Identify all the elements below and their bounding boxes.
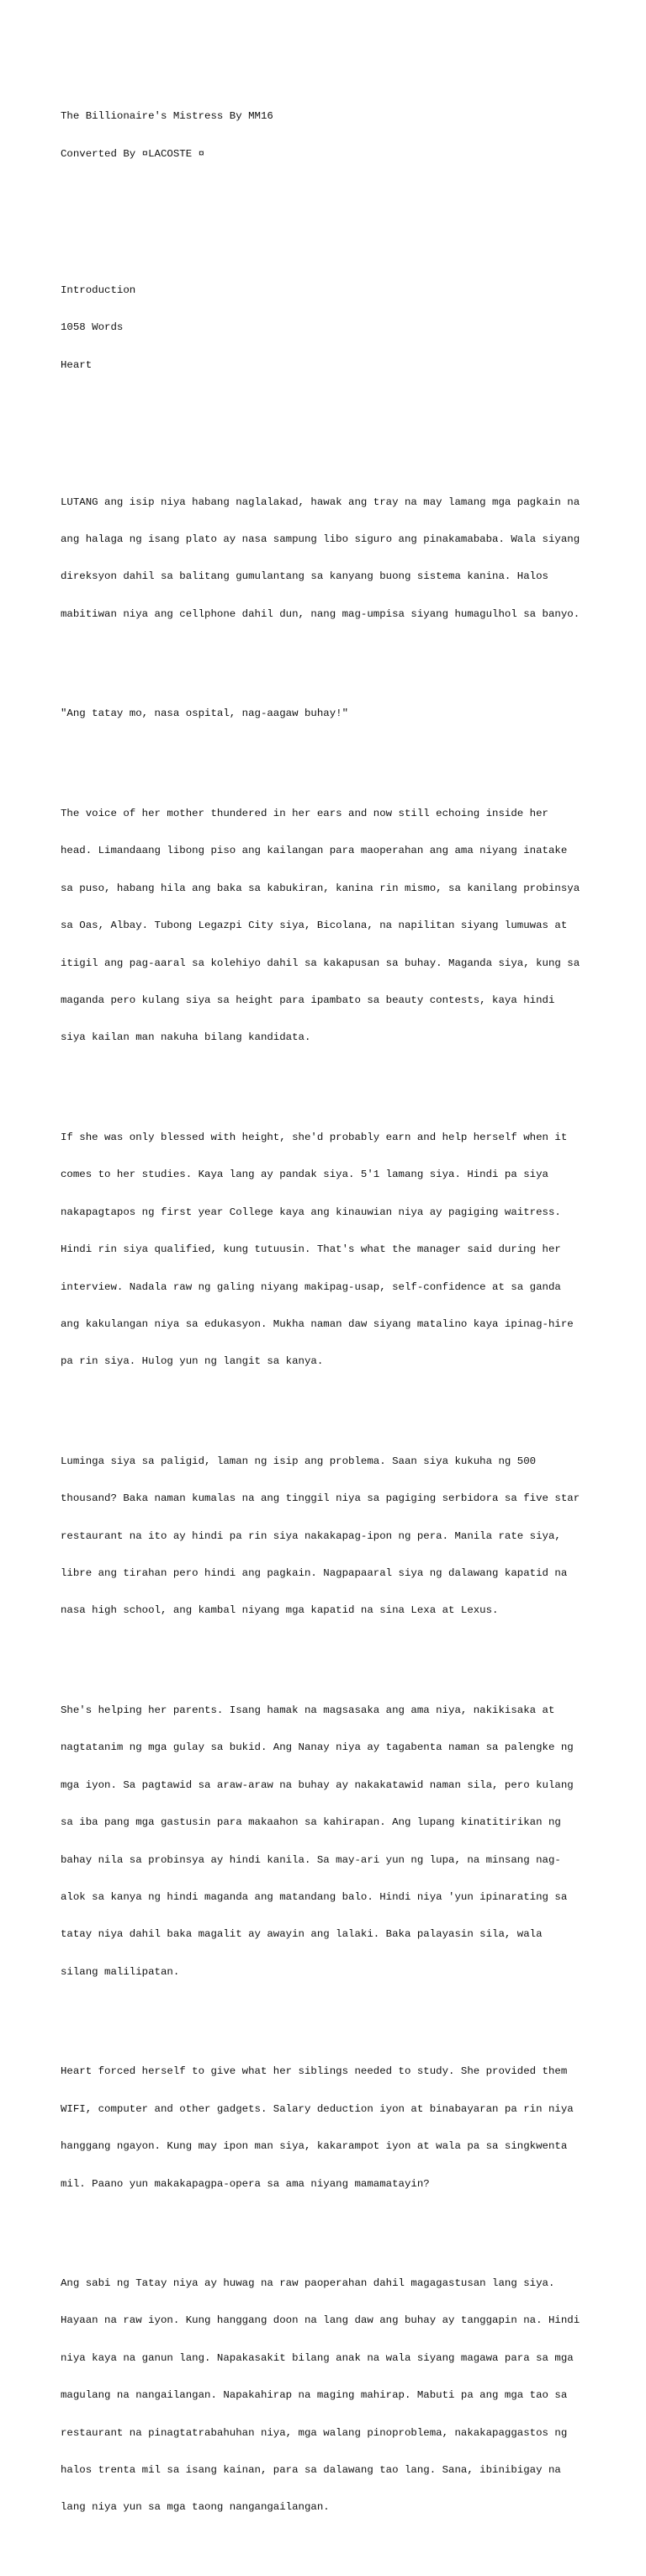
text-line: Hindi rin siya qualified, kung tutuusin. That's what the manager said during her	[61, 1243, 561, 1256]
section-title: Introduction	[61, 284, 136, 296]
text-line: restaurant na pinagtatrabahuhan niya, mga walang pinoproblema, nakakapaggastos ng	[61, 2426, 568, 2439]
paragraph	[61, 782, 599, 1068]
text-line: niya kaya na ganun lang. Napakasakit bilang anak na wala siyang magawa para sa mga	[61, 2351, 574, 2364]
text-line: She's helping her parents. Isang hamak na magsasaka ang ama niya, nakikisaka at	[61, 1704, 555, 1717]
text-line: silang malilipatan.	[61, 1965, 180, 1978]
document-header	[61, 86, 599, 185]
text-line: Ang sabi ng Tatay niya ay huwag na raw paoperahan dahil magagastusan lang siya.	[61, 2277, 555, 2290]
text-line: direksyon dahil sa balitang gumulantang sa kanyang buong sistema kanina. Halos	[61, 570, 548, 583]
text-line: comes to her studies. Kaya lang ay pandak siya. 5'1 lamang siya. Hindi pa siya	[61, 1169, 548, 1181]
text-line: nakapagtapos ng first year College kaya ang kinauwian niya ay pagiging waitress.	[61, 1206, 561, 1218]
text-line: If she was only blessed with height, she'd probably earn and help herself when it	[61, 1131, 568, 1143]
text-line: head. Limandaang libong piso ang kailangan para maoperahan ang ama niyang inatake	[61, 845, 568, 857]
text-line: Luminga siya sa paligid, laman ng isip ang problema. Saan siya kukuha ng 500	[61, 1455, 537, 1467]
text-line: sa Oas, Albay. Tubong Legazpi City siya, Bicolana, na napilitan siyang lumuwas at	[61, 920, 568, 932]
text-line: magulang na nangailangan. Napakahirap na maging mahirap. Mabuti pa ang mga tao sa	[61, 2389, 568, 2402]
paragraph	[61, 471, 599, 645]
text-line: maganda pero kulang siya sa height para ipambato sa beauty contests, kaya hindi	[61, 994, 555, 1006]
paragraph-quote	[61, 683, 599, 745]
text-line: ang kakulangan niya sa edukasyon. Mukha naman daw siyang matalino kaya ipinag-hire	[61, 1317, 574, 1330]
paragraph	[61, 2041, 599, 2215]
chapter-title: Heart	[61, 358, 93, 371]
text-line: WIFI, computer and other gadgets. Salary deduction iyon at binabayaran pa rin niya	[61, 2102, 574, 2115]
text-line: sa iba pang mga gastusin para makaahon sa kahirapan. Ang lupang kinatitirikan ng	[61, 1816, 561, 1829]
text-line: restaurant na ito ay hindi pa rin siya nakakapag-ipon ng pera. Manila rate siya,	[61, 1529, 561, 1542]
text-line: The voice of her mother thundered in her ears and now still echoing inside her	[61, 808, 548, 820]
text-line: nagtatanim ng mga gulay sa bukid. Ang Nanay niya ay tagabenta naman sa palengke ng	[61, 1741, 574, 1754]
paragraph	[61, 1106, 599, 1392]
text-line: lang niya yun sa mga taong nangangailangan.	[61, 2501, 330, 2514]
text-line: bahay nila sa probinsya ay hindi kanila. Sa may-ari yun ng lupa, na minsang nag-	[61, 1853, 561, 1866]
document-page	[61, 61, 599, 2576]
text-line: hanggang ngayon. Kung may ipon man siya, kakarampot iyon at wala pa sa singkwenta	[61, 2140, 568, 2153]
text-line: thousand? Baka naman kumalas na ang tinggil niya sa pagiging serbidora sa five star	[61, 1492, 580, 1505]
paragraph	[61, 2252, 599, 2538]
text-line: nasa high school, ang kambal niyang mga kapatid na sina Lexa at Lexus.	[61, 1604, 499, 1617]
text-line: alok sa kanya ng hindi maganda ang matandang balo. Hindi niya 'yun ipinarating sa	[61, 1890, 568, 1903]
converted-by-line: Converted By ¤LACOSTE ¤	[61, 147, 205, 160]
word-count: 1058 Words	[61, 321, 124, 334]
text-line: LUTANG ang isip niya habang naglalakad, hawak ang tray na may lamang mga pagkain na	[61, 496, 580, 508]
text-line: libre ang tirahan pero hindi ang pagkain. Nagpapaaral siya ng dalawang kapatid na	[61, 1567, 568, 1580]
text-line: Heart forced herself to give what her siblings needed to study. She provided them	[61, 2065, 568, 2078]
text-line: mabitiwan niya ang cellphone dahil dun, nang mag-umpisa siyang humagulhol sa banyo.	[61, 607, 580, 620]
text-line: ang halaga ng isang plato ay nasa sampung libo siguro ang pinakamababa. Wala siyang	[61, 533, 580, 546]
text-line: mil. Paano yun makakapagpa-opera sa ama niyang mamamatayin?	[61, 2177, 430, 2190]
text-line: halos trenta mil sa isang kainan, para sa dalawang tao lang. Sana, ibinibigay na	[61, 2464, 561, 2477]
text-line: interview. Nadala raw ng galing niyang makipag-usap, self-confidence at sa ganda	[61, 1280, 561, 1293]
intro-block	[61, 259, 599, 396]
text-line: Hayaan na raw iyon. Kung hanggang doon na lang daw ang buhay ay tanggapin na. Hindi	[61, 2314, 580, 2327]
text-line: tatay niya dahil baka magalit ay awayin ang lalaki. Baka palayasin sila, wala	[61, 1928, 543, 1941]
text-line: sa puso, habang hila ang baka sa kabukiran, kanina rin mismo, sa kanilang probinsya	[61, 882, 580, 894]
text-line: "Ang tatay mo, nasa ospital, nag-aagaw buhay!"	[61, 708, 349, 720]
paragraph	[61, 1679, 599, 2003]
text-line: pa rin siya. Hulog yun ng langit sa kanya.	[61, 1355, 324, 1368]
text-line: siya kailan man nakuha bilang kandidata.	[61, 1031, 311, 1044]
paragraph	[61, 1430, 599, 1642]
text-line: mga iyon. Sa pagtawid sa araw-araw na buhay ay nakakatawid naman sila, pero kulang	[61, 1778, 574, 1791]
text-line: itigil ang pag-aaral sa kolehiyo dahil sa kakapusan sa buhay. Maganda siya, kung sa	[61, 957, 580, 969]
title-line: The Billionaire's Mistress By MM16	[61, 110, 273, 123]
body-text	[61, 434, 599, 2564]
